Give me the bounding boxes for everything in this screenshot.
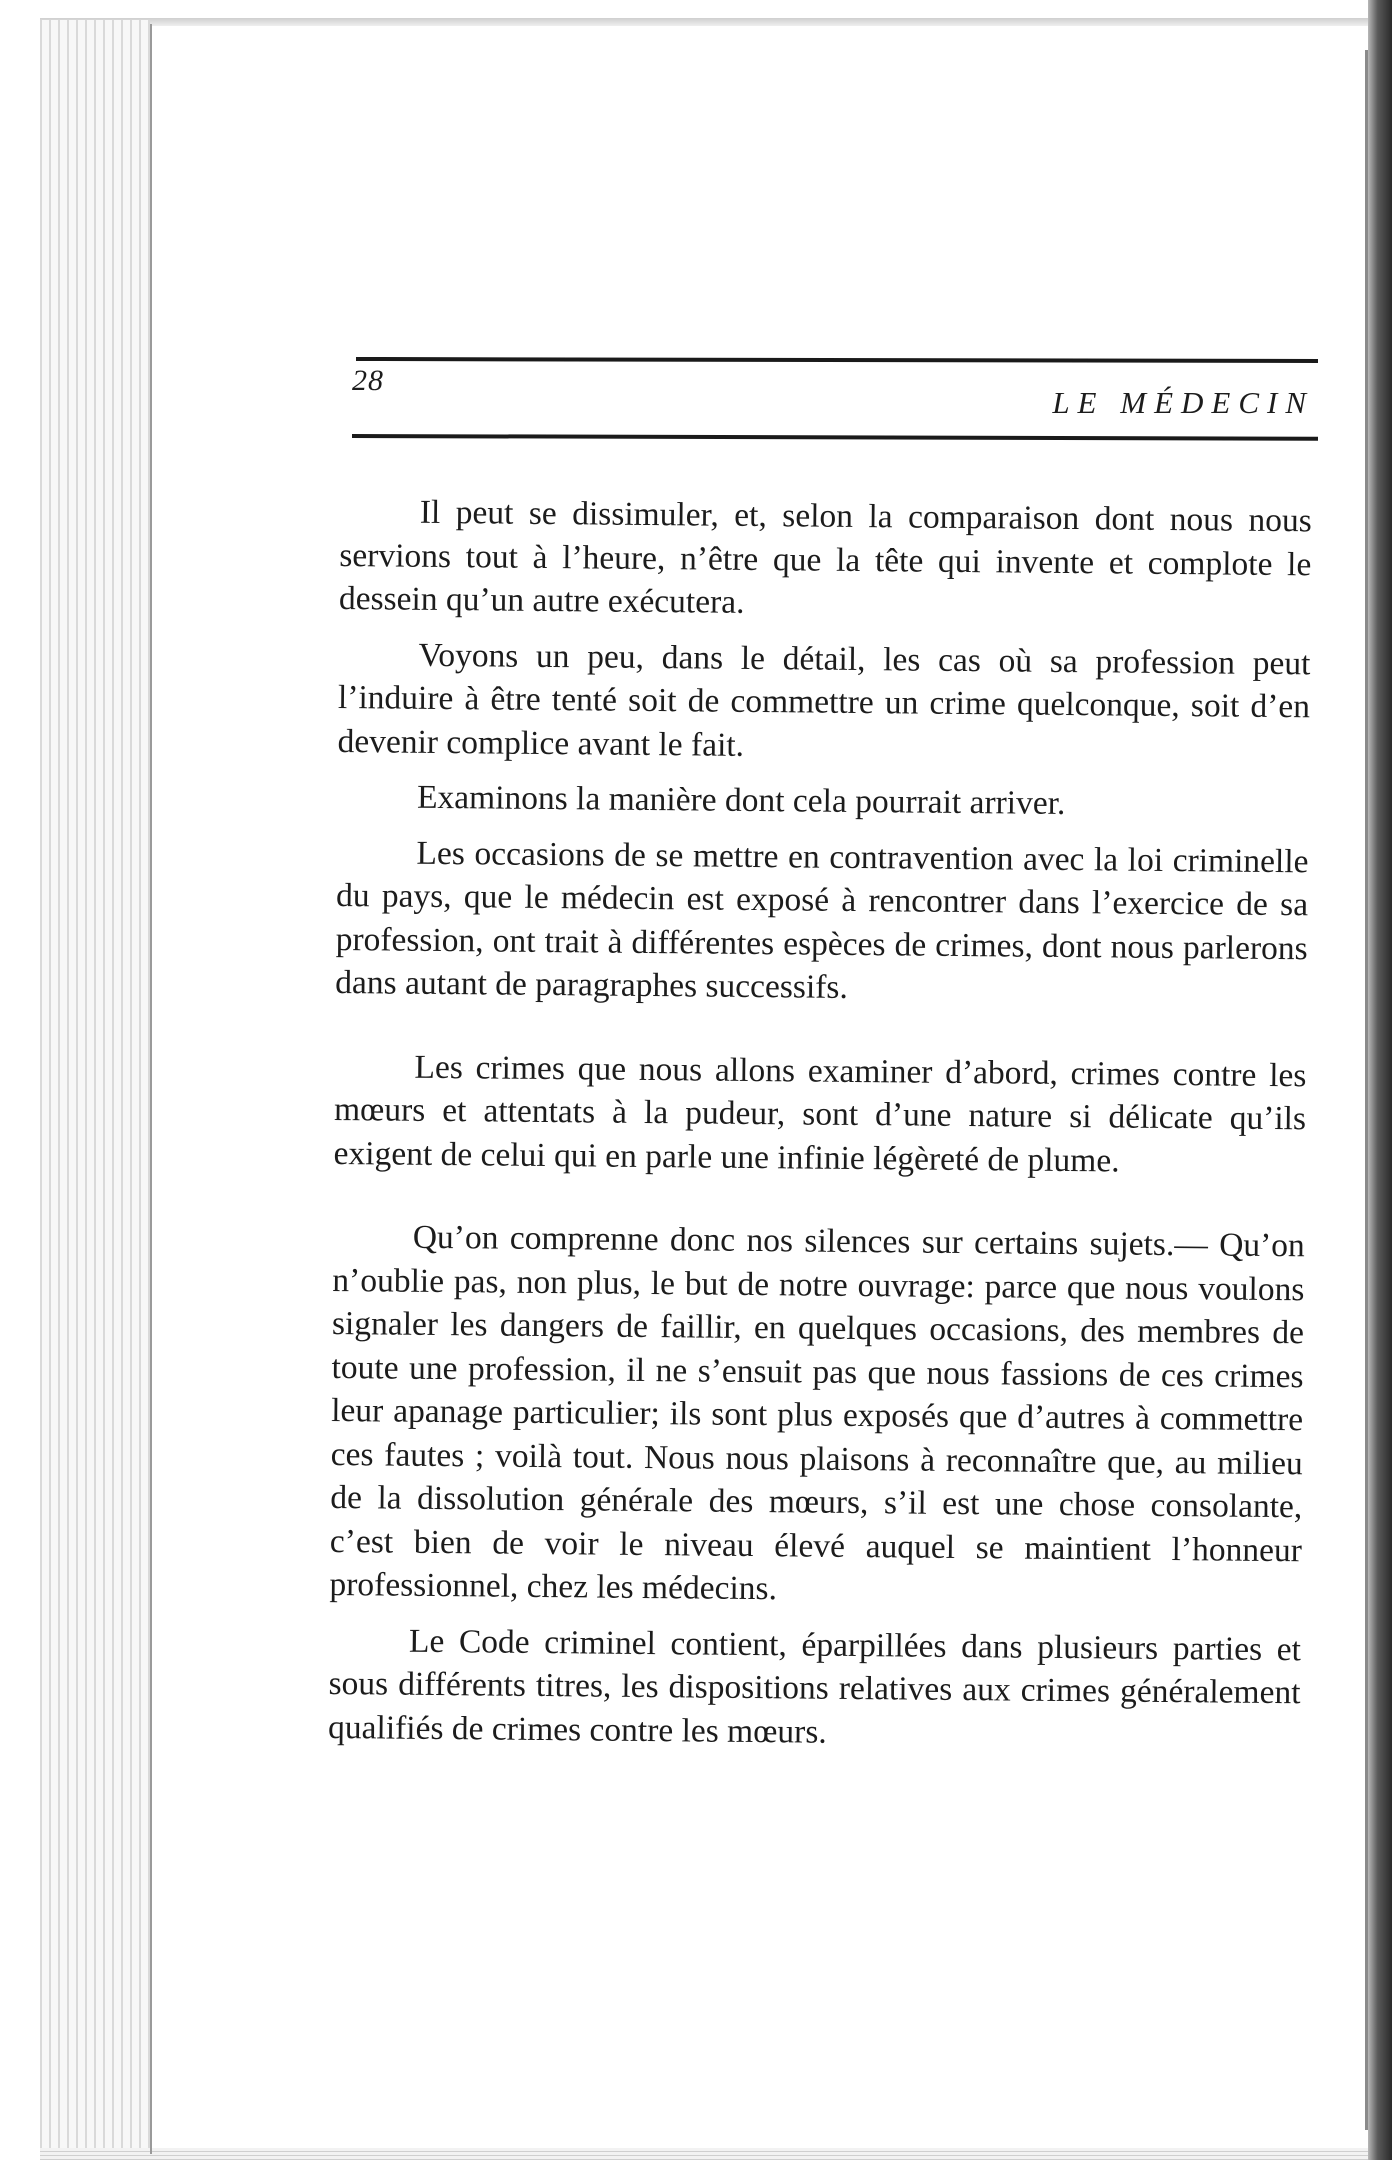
paragraph-2: Voyons un peu, dans le détail, les cas où sa profession peut l’induire à être tenté soit de commettre un crime quelconque, soit d’en devenir complice avant le fait. — [337, 636, 1311, 764]
paragraph-7: Le Code criminel contient, éparpillées dans plusieurs parties et sous différents titres, les dispositions relatives aux crimes généralement qualifiés de crimes contre les mœurs. — [327, 1622, 1302, 1751]
paragraph-6: Qu’on comprenne donc nos silences sur certains sujets.— Qu’on n’oublie pas, non plus, le but de notre ouvrage: parce que nous voulons signaler les dangers de faillir, en quelques occasions, des membres de toute une profession, il ne s’ensuit pas que nous fassions de ces crimes leur apanage particulier; ils sont plus exposés que d’autres à commettre ces fautes ; voilà tout. Nous nous plaisons à reconnaître que, au milieu de la dissolution générale des mœurs, s’il est une chose consolante, c’est bien de voir le niveau élevé auquel se maintient l’honneur professionnel, chez les médecins. — [329, 1218, 1305, 1608]
running-head: LE MÉDECIN — [1052, 385, 1314, 420]
paragraph-4: Les occasions de se mettre en contravention avec la loi criminelle du pays, que le médecin est exposé à rencontrer dans l’exercice de sa profession, ont trait à différentes espèces de crimes, dont nous parlerons dans autant de paragraphes successifs. — [335, 834, 1309, 1006]
binding-shadow — [1368, 0, 1392, 2160]
header-rule-bottom — [352, 434, 1318, 441]
paragraph-3: Examinons la manière dont cela pourrait arriver. — [416, 778, 1066, 822]
page-stack-bottom-edge — [40, 2148, 1390, 2160]
paragraph-1: Il peut se dissimuler, et, selon la comparaison dont nous nous servions tout à l’heure, n’être que la tête qui invente et complote le dessein qu’un autre exécutera. — [338, 493, 1312, 621]
page-left-edge — [150, 24, 152, 2154]
page-stack-top-edge — [40, 18, 1380, 26]
header-rule-top — [356, 357, 1318, 363]
page-stack-left-edges — [40, 20, 150, 2160]
body-text — [328, 490, 1312, 1758]
paragraph-5: Les crimes que nous allons examiner d’abord, crimes contre les mœurs et attentats à la pudeur, sont d’une nature si délicate qu’ils exigent de celui qui en parle une infinie légèreté de plume. — [333, 1048, 1307, 1180]
page-number: 28 — [352, 364, 384, 397]
